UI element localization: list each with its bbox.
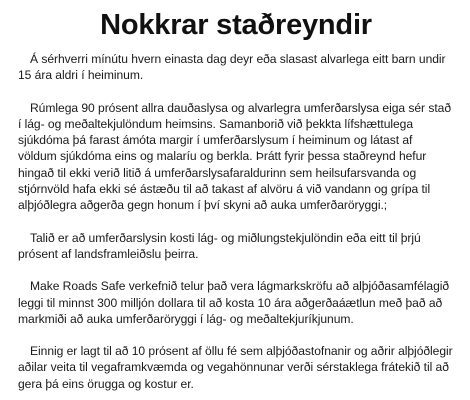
paragraph-economic-cost: Talið er að umferðarslysin kosti lág- og miðlungstekjulöndin eða eitt til þrjú prósent af landsframleiðslu þeirra. (18, 230, 421, 261)
paragraph-child-injuries: Á sérhverri mínútu hvern einasta dag deyr eða slasast alvarlega eitt barn undir 15 ára aldri í heiminum. (18, 52, 446, 83)
paragraph-low-middle-income-countries: Rúmlega 90 prósent allra dauðaslysa og alvarlegra umferðarslysa eiga sér stað í lág- og meðaltekjulöndum heimsins. Samanborið við þekkta lífshættulega sjúkdóma þá farast ámóta margir í umferðarslysum í heiminum og látast af völdum sjúkdóma eins og malaríu og berkla. Þrátt fyrir þessa staðreynd hefur hingað til ekki verið litið á umferðarslysafaraldurinn sem heilsufarsvanda og stjórnvöld hafa ekki sé ástæðu til að takast af alvöru á við vandann og grípa til alþjóðlegra aðgerða gegn honum í því skyni að auka umferðaröryggi.; (18, 100, 452, 213)
paragraph-make-roads-safe: Make Roads Safe verkefnið telur það vera lágmarkskröfu að alþjóðasamfélagið leggi til minnst 300 milljón dollara til að kosta 10 ára aðgerðaáætlun með það að markmiði að auka umferðaröryggi í lág- og meðaltekjuríkjunum. (18, 279, 450, 326)
document-title: Nokkrar staðreyndir (100, 9, 372, 41)
paragraph-road-funding: Einnig er lagt til að 10 prósent af öllu fé sem alþjóðastofnanir og aðrir alþjóðlegir aðilar veita til vegaframkvæmda og vegahönnunar verði sérstaklega frátekið til að gera þá eins örugga og kostur er. (18, 344, 453, 391)
